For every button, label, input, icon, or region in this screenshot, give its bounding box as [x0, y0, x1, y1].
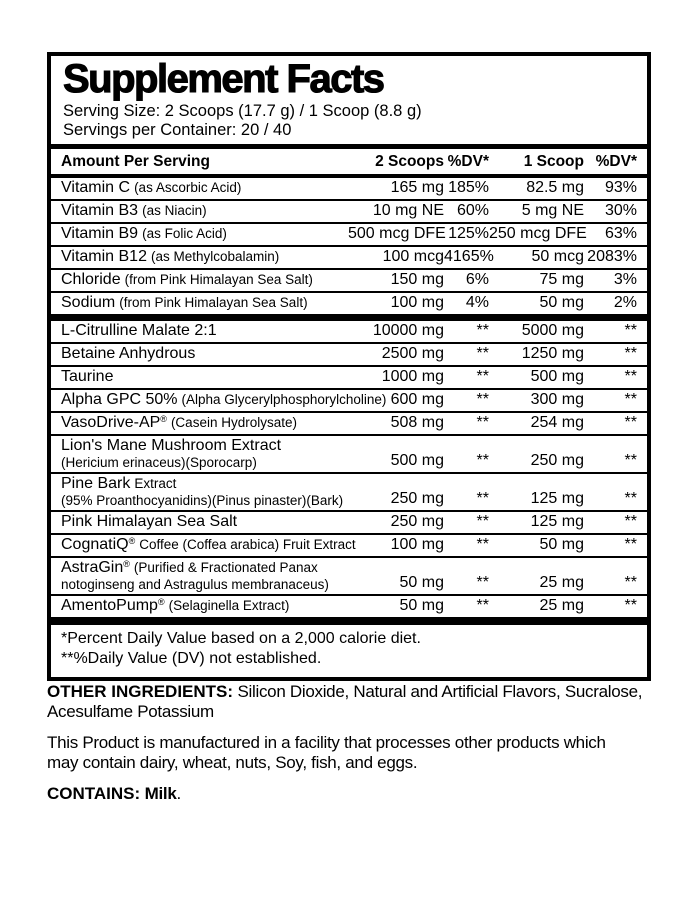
dv-1scoop: ** — [624, 490, 637, 507]
table-row — [51, 199, 647, 222]
dv-2scoops: ** — [476, 490, 489, 507]
ingredient-note-text: (Purified & Fractionated Panax — [133, 560, 318, 575]
ingredient-name — [61, 559, 348, 592]
other-ingredients-text: Silicon Dioxide, Natural and Artificial Flavors, Sucralose, — [237, 682, 643, 701]
amount-2scoops: 10000 mg — [372, 322, 444, 339]
dv-2scoops: ** — [476, 322, 489, 339]
table-row — [51, 594, 647, 617]
ingredient-name — [61, 271, 348, 289]
ingredient-main-text: AmentoPump — [61, 597, 158, 614]
dv-1scoop: 63% — [604, 225, 637, 242]
table-row — [51, 222, 647, 245]
panel-title: Supplement Facts — [63, 57, 384, 101]
header-1scoop: 1 Scoop — [523, 152, 584, 170]
dv-2scoops: 185% — [448, 179, 489, 196]
ingredient-name — [61, 368, 348, 386]
ingredient-name — [61, 536, 356, 554]
ingredient-main-text: Vitamin C — [61, 179, 131, 196]
ingredient-note-text: (as Methylcobalamin) — [150, 249, 280, 264]
table-row — [51, 434, 647, 472]
dv-1scoop: ** — [624, 513, 637, 530]
contains-line — [47, 784, 659, 804]
other-ingredients-line2: Acesulfame Potassium — [47, 702, 214, 721]
ingredient-name — [61, 225, 348, 243]
footnotes — [51, 625, 647, 677]
other-ingredients-line1 — [47, 682, 659, 702]
contains-label: CONTAINS: — [47, 784, 141, 803]
amount-1scoop: 1250 mg — [521, 345, 584, 362]
registered-trademark-symbol: ® — [157, 597, 165, 607]
thick-divider-middle — [51, 314, 647, 321]
registered-trademark-symbol: ® — [123, 559, 130, 569]
amount-2scoops: 250 mg — [390, 513, 444, 530]
other-ingredients-paragraph — [47, 682, 659, 722]
ingredient-note-text: Extract — [134, 476, 177, 491]
amount-2scoops: 100 mg — [390, 536, 444, 553]
table-row — [51, 321, 647, 342]
dv-1scoop: ** — [624, 391, 637, 408]
amount-2scoops: 508 mg — [390, 414, 444, 431]
amount-2scoops: 165 mg — [390, 179, 444, 196]
amount-2scoops: 2500 mg — [381, 345, 444, 362]
dv-1scoop: ** — [624, 597, 637, 614]
table-row — [51, 510, 647, 533]
dv-2scoops: ** — [476, 513, 489, 530]
ingredient-name — [61, 322, 348, 340]
dv-2scoops: 4% — [465, 294, 489, 311]
ingredient-note-text: (from Pink Himalayan Sea Salt) — [124, 272, 313, 287]
ingredient-note-text: Coffee (Coffea arabica) Fruit Extract — [139, 537, 356, 552]
ingredient-main-text: Sodium — [61, 294, 116, 311]
facility-line2: may contain dairy, wheat, nuts, Soy, fish, and eggs. — [47, 753, 418, 772]
ingredient-name — [61, 202, 348, 220]
dv-1scoop: ** — [624, 574, 637, 591]
label-bottom-text — [47, 682, 659, 812]
amount-1scoop: 5000 mg — [521, 322, 584, 339]
amount-2scoops: 100 mg — [390, 294, 444, 311]
ingredient-note-text: (as Ascorbic Acid) — [134, 180, 242, 195]
amount-1scoop: 5 mg NE — [521, 202, 584, 219]
vitamin-rows-group — [51, 178, 647, 314]
dv-2scoops: ** — [476, 368, 489, 385]
dv-2scoops: ** — [476, 391, 489, 408]
ingredient-name — [61, 391, 387, 409]
ingredient-name — [61, 437, 348, 470]
ingredient-name — [61, 414, 348, 432]
amount-2scoops: 100 mcg — [382, 248, 444, 265]
dv-1scoop: ** — [624, 345, 637, 362]
table-header-row — [51, 149, 647, 174]
ingredient-name — [61, 597, 348, 615]
ingredient-name — [61, 345, 348, 363]
dv-1scoop: ** — [624, 414, 637, 431]
header-dv-1scoop: %DV* — [595, 152, 637, 170]
ingredient-main-text: Pink Himalayan Sea Salt — [61, 513, 238, 530]
ingredient-note-text: (from Pink Himalayan Sea Salt) — [119, 295, 308, 310]
amount-1scoop: 500 mg — [530, 368, 584, 385]
other-ingredients-label: OTHER INGREDIENTS: — [47, 682, 234, 701]
header-amount-per-serving: Amount Per Serving — [61, 152, 210, 170]
ingredient-name — [61, 248, 348, 266]
ingredient-note-text: (as Folic Acid) — [142, 226, 227, 241]
dv-1scoop: 2083% — [587, 248, 637, 265]
amount-1scoop: 50 mg — [539, 294, 584, 311]
facility-line1: This Product is manufactured in a facility that processes other products which — [47, 733, 606, 752]
dv-1scoop: ** — [624, 322, 637, 339]
ingredient-main-text: AstraGin — [61, 559, 124, 576]
supplement-facts-panel — [47, 52, 651, 681]
table-row — [51, 411, 647, 434]
dv-2scoops: 125% — [448, 225, 489, 242]
ingredient-note-text: (Casein Hydrolysate) — [170, 415, 297, 430]
ingredient-secondary-line: (Hericium erinaceus)(Sporocarp) — [61, 455, 257, 470]
amount-1scoop: 254 mg — [530, 414, 584, 431]
amount-2scoops: 50 mg — [399, 574, 444, 591]
ingredient-note-text: (Selaginella Extract) — [168, 598, 290, 613]
header-dv-2scoops: %DV* — [447, 152, 489, 170]
dv-2scoops: ** — [476, 452, 489, 469]
dv-1scoop: 2% — [613, 294, 637, 311]
amount-2scoops: 600 mg — [390, 391, 444, 408]
dv-2scoops: ** — [476, 536, 489, 553]
ingredient-main-text: Vitamin B12 — [61, 248, 147, 265]
dv-1scoop: ** — [624, 452, 637, 469]
amount-2scoops: 250 mg — [390, 490, 444, 507]
dv-1scoop: 30% — [604, 202, 637, 219]
ingredient-note-text: (as Niacin) — [142, 203, 207, 218]
table-row — [51, 365, 647, 388]
ingredient-main-text: L-Citrulline Malate 2:1 — [61, 322, 217, 339]
thick-divider-bottom — [51, 617, 647, 625]
ingredient-name — [61, 179, 348, 197]
amount-2scoops: 150 mg — [390, 271, 444, 288]
amount-1scoop: 125 mg — [530, 513, 584, 530]
amount-1scoop: 300 mg — [530, 391, 584, 408]
dv-2scoops: ** — [476, 414, 489, 431]
dv-2scoops: 60% — [456, 202, 489, 219]
dv-1scoop: ** — [624, 536, 637, 553]
amount-1scoop: 250 mg — [530, 452, 584, 469]
dv-2scoops: ** — [476, 345, 489, 362]
table-row — [51, 533, 647, 556]
ingredient-main-text: Betaine Anhydrous — [61, 345, 196, 362]
amount-1scoop: 25 mg — [539, 597, 584, 614]
amount-2scoops: 500 mcg DFE — [348, 225, 446, 242]
contains-statement — [47, 784, 659, 804]
servings-per-container-text: Servings per Container: 20 / 40 — [63, 121, 292, 139]
registered-trademark-symbol: ® — [160, 414, 167, 424]
amount-1scoop: 75 mg — [539, 271, 584, 288]
amount-1scoop: 82.5 mg — [526, 179, 584, 196]
dv-2scoops: ** — [476, 574, 489, 591]
ingredient-main-text: Lion's Mane Mushroom Extract — [61, 437, 282, 454]
amount-2scoops: 500 mg — [390, 452, 444, 469]
ingredient-main-text: CognatiQ — [61, 536, 129, 553]
active-rows-group — [51, 321, 647, 617]
ingredient-note-text: (Alpha Glycerylphosphorylcholine) — [181, 392, 387, 407]
table-row — [51, 268, 647, 291]
dv-2scoops: 4165% — [444, 248, 494, 265]
registered-trademark-symbol: ® — [128, 536, 136, 546]
table-row — [51, 388, 647, 411]
ingredient-secondary-line: (95% Proanthocyanidins)(Pinus pinaster)(Bark) — [61, 493, 344, 508]
amount-1scoop: 125 mg — [530, 490, 584, 507]
dv-1scoop: ** — [624, 368, 637, 385]
table-row — [51, 472, 647, 510]
table-row — [51, 342, 647, 365]
amount-2scoops: 10 mg NE — [372, 202, 444, 219]
table-row — [51, 556, 647, 594]
ingredient-secondary-line: notoginseng and Astragulus membranaceus) — [61, 577, 329, 592]
ingredient-main-text: Chloride — [61, 271, 121, 288]
dv-1scoop: 3% — [613, 271, 637, 288]
amount-1scoop: 50 mcg — [531, 248, 584, 265]
serving-size-text: Serving Size: 2 Scoops (17.7 g) / 1 Scoop (8.8 g) — [63, 102, 422, 120]
ingredient-name — [61, 513, 348, 531]
amount-2scoops: 50 mg — [399, 597, 444, 614]
contains-value: Milk — [144, 784, 177, 803]
ingredient-main-text: Taurine — [61, 368, 114, 385]
ingredient-main-text: Vitamin B9 — [61, 225, 139, 242]
table-row — [51, 291, 647, 314]
header-2scoops: 2 Scoops — [375, 152, 444, 170]
amount-1scoop: 25 mg — [539, 574, 584, 591]
dv-2scoops: 6% — [465, 271, 489, 288]
facility-warning-paragraph — [47, 733, 659, 773]
amount-1scoop: 50 mg — [539, 536, 584, 553]
ingredient-main-text: Pine Bark — [61, 475, 131, 492]
amount-1scoop: 250 mcg DFE — [489, 225, 587, 242]
contains-period: . — [176, 784, 181, 803]
ingredient-name — [61, 475, 348, 508]
ingredient-name — [61, 294, 348, 312]
table-row — [51, 178, 647, 199]
ingredient-main-text: Alpha GPC 50% — [61, 391, 178, 408]
amount-2scoops: 1000 mg — [381, 368, 444, 385]
footnote-not-established: **%Daily Value (DV) not established. — [61, 650, 322, 667]
table-row — [51, 245, 647, 268]
dv-2scoops: ** — [476, 597, 489, 614]
ingredient-main-text: Vitamin B3 — [61, 202, 139, 219]
dv-1scoop: 93% — [604, 179, 637, 196]
ingredient-main-text: VasoDrive-AP — [61, 414, 161, 431]
footnote-dv: *Percent Daily Value based on a 2,000 calorie diet. — [61, 630, 421, 647]
